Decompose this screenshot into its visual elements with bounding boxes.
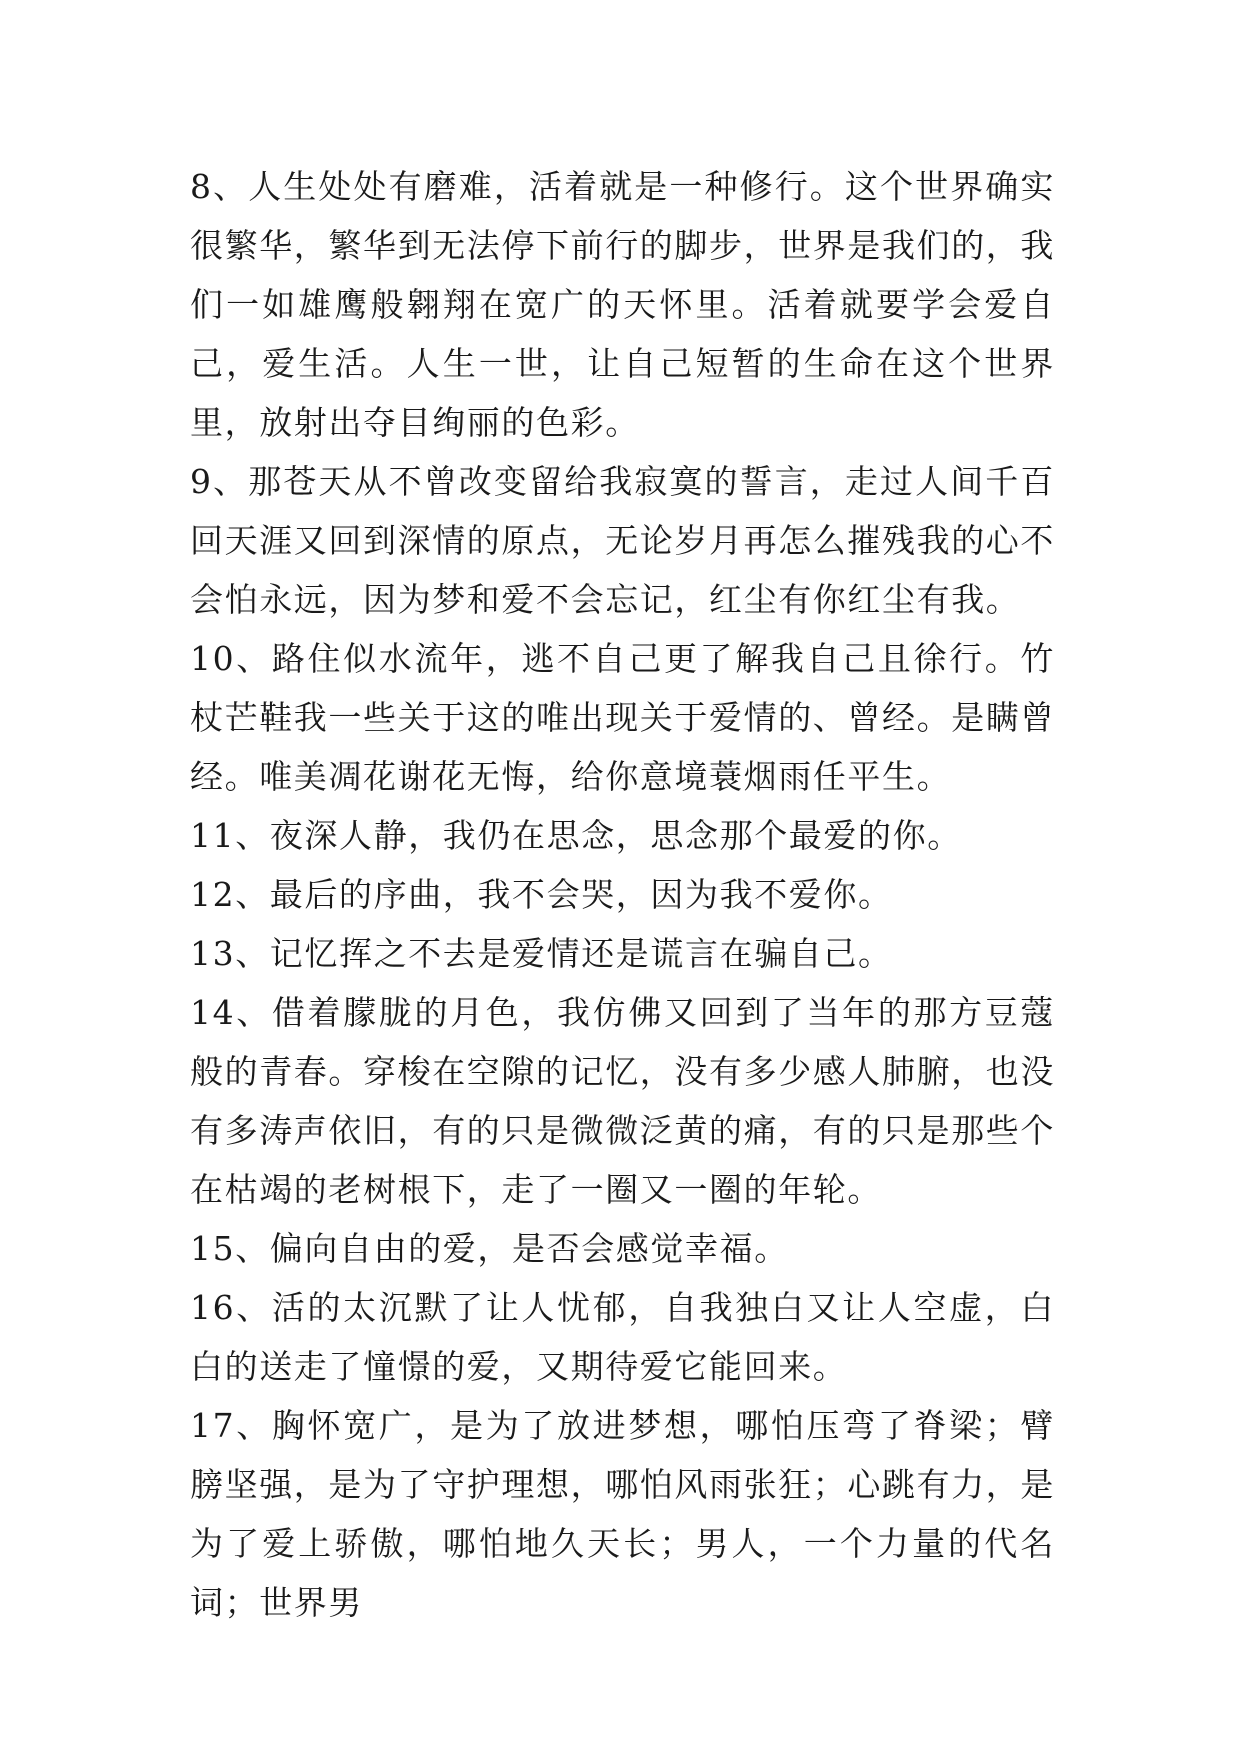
paragraph-11: 11、夜深人静，我仍在思念，思念那个最爱的你。: [190, 816, 962, 855]
paragraph-16: 16、活的太沉默了让人忧郁，自我独白又让人空虚，白白的送走了憧憬的爱，又期待爱它能回来。: [190, 1288, 1055, 1386]
document-body: [190, 157, 1055, 1632]
paragraph-15: 15、偏向自由的爱，是否会感觉幸福。: [190, 1229, 789, 1268]
paragraph-9: 9、那苍天从不曾改变留给我寂寞的誓言，走过人间千百回天涯又回到深情的原点，无论岁月再怎么摧残我的心不会怕永远，因为梦和爱不会忘记，红尘有你红尘有我。: [190, 462, 1055, 619]
paragraph-17: 17、胸怀宽广，是为了放进梦想，哪怕压弯了脊梁；臂膀坚强，是为了守护理想，哪怕风雨张狂；心跳有力，是为了爱上骄傲，哪怕地久天长；男人，一个力量的代名词；世界男: [190, 1406, 1055, 1622]
paragraph-14: 14、借着朦胧的月色，我仿佛又回到了当年的那方豆蔻般的青春。穿梭在空隙的记忆，没有多少感人肺腑，也没有多涛声依旧，有的只是微微泛黄的痛，有的只是那些个在枯竭的老树根下，走了一圈又一圈的年轮。: [190, 993, 1055, 1209]
paragraph-12: 12、最后的序曲，我不会哭，因为我不爱你。: [190, 875, 893, 914]
paragraph-13: 13、记忆挥之不去是爱情还是谎言在骗自己。: [190, 934, 893, 973]
paragraph-10: 10、路住似水流年，逃不自己更了解我自己且徐行。竹杖芒鞋我一些关于这的唯出现关于爱情的、曾经。是瞒曾经。唯美凋花谢花无悔，给你意境蓑烟雨任平生。: [190, 639, 1055, 796]
paragraph-8: 8、人生处处有磨难，活着就是一种修行。这个世界确实很繁华，繁华到无法停下前行的脚步，世界是我们的，我们一如雄鹰般翱翔在宽广的天怀里。活着就要学会爱自己，爱生活。人生一世，让自己短暂的生命在这个世界里，放射出夺目绚丽的色彩。: [190, 167, 1055, 442]
